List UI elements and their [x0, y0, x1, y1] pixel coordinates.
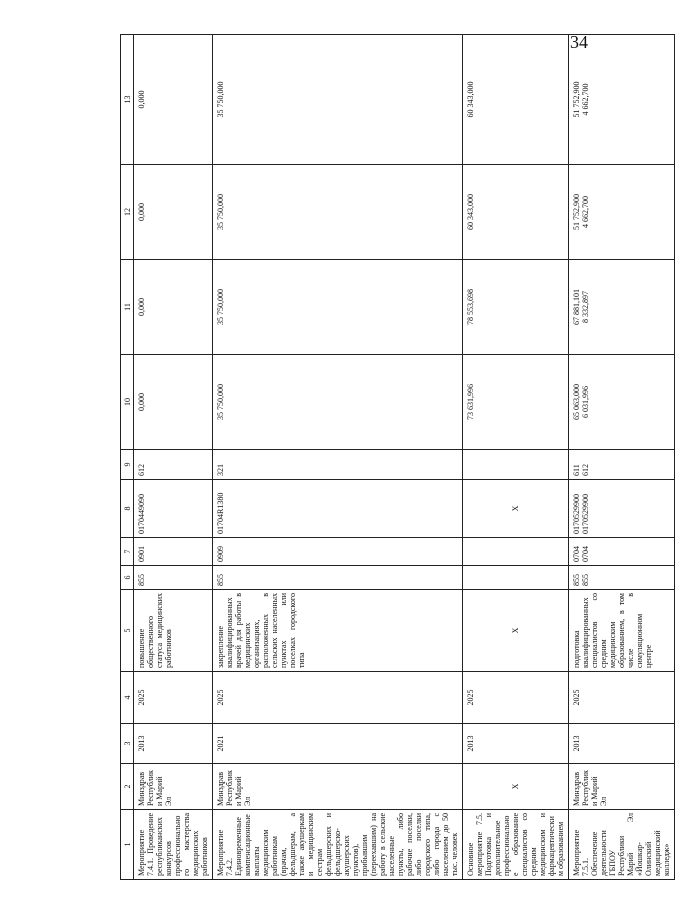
responsible-cell: Минздрав Республики Марий Эл	[213, 764, 463, 810]
page-number: 34	[570, 32, 588, 52]
activity-name-cell: Мероприятие 7.5.1. Обеспечение деятельности ГБПОУ Республики Марий Эл «Йошкар-Олинский медицинский колледж»	[569, 810, 675, 880]
code-cell-7	[569, 538, 675, 566]
code-cell-6-line: 855	[572, 574, 581, 586]
rotated-table-area	[120, 35, 671, 880]
activity-name-cell: Мероприятие 7.4.2. Единовременные компенсационные выплаты медицинским работникам (врачам, фельдшерам, а также акушеркам и медицинским сестрам фельдшерских и фельдшерско-акушерских пунктов), прибывшим (переехавшим) на работу в сельские населенные пункты, либо рабочие поселки, либо поселки городского типа, либо города с населением до 50 тыс. человек	[213, 810, 463, 880]
code-cell-8: 0170449090	[134, 480, 213, 538]
header-cell-11: 11	[121, 260, 134, 355]
amount-cell-12: 35 750,000	[213, 165, 463, 260]
table-row	[213, 35, 463, 880]
header-cell-5: 5	[121, 590, 134, 672]
code-cell-9-line: 611	[572, 464, 581, 476]
amount-cell-13-line: 51 752,900	[572, 81, 581, 118]
responsible-cell: X	[463, 764, 569, 810]
amount-cell-13: 0,000	[134, 35, 213, 165]
code-cell-6: 855	[134, 566, 213, 590]
header-cell-12: 12	[121, 165, 134, 260]
code-cell-9	[569, 450, 675, 480]
amount-cell-11: 0,000	[134, 260, 213, 355]
table-row	[569, 35, 675, 880]
start-year-cell: 2021	[213, 724, 463, 764]
amount-cell-13: 35 750,000	[213, 35, 463, 165]
responsible-cell: Минздрав Республики Марий Эл	[569, 764, 675, 810]
start-year-cell: 2013	[463, 724, 569, 764]
expected-result-cell: закрепление квалифицированных врачей для работы в медицинских организациях, расположенных в сельских населенных пунктах или поселках городского типа	[213, 590, 463, 672]
amount-cell-11	[569, 260, 675, 355]
code-cell-7: 0909	[213, 538, 463, 566]
amount-cell-13-line: 4 662,700	[581, 83, 590, 116]
end-year-cell: 2025	[569, 672, 675, 724]
activity-name-cell: Мероприятие 7.4.1. Проведение республиканских конкурсов профессионального мастерства медицинских работников	[134, 810, 213, 880]
amount-cell-12: 60 343,000	[463, 165, 569, 260]
responsible-cell: Минздрав Республики Марий Эл	[134, 764, 213, 810]
amount-cell-10: 73 631,996	[463, 355, 569, 450]
end-year-cell: 2025	[463, 672, 569, 724]
table-row	[134, 35, 213, 880]
amount-cell-12-line: 4 662,700	[581, 196, 590, 228]
amount-cell-12-line: 51 752,900	[572, 194, 581, 230]
code-cell-8-line: 0170529900	[572, 494, 581, 534]
amount-cell-10-line: 6 031,996	[581, 386, 590, 418]
code-cell-6-line: 855	[581, 574, 590, 586]
budget-table	[120, 34, 675, 880]
header-cell-6: 6	[121, 566, 134, 590]
amount-cell-10-line: 65 063,000	[572, 384, 581, 420]
expected-result-cell: повышение общественного статуса медицинских работников	[134, 590, 213, 672]
header-row	[121, 35, 134, 880]
start-year-cell: 2013	[134, 724, 213, 764]
amount-cell-12: 0,000	[134, 165, 213, 260]
code-cell-6	[463, 566, 569, 590]
amount-cell-11: 78 553,698	[463, 260, 569, 355]
header-cell-9: 9	[121, 450, 134, 480]
header-cell-3: 3	[121, 724, 134, 764]
code-cell-7-line: 0704	[581, 546, 590, 562]
code-cell-9: 612	[134, 450, 213, 480]
amount-cell-13: 60 343,000	[463, 35, 569, 165]
code-cell-8-line: 0170529900	[581, 494, 590, 534]
code-cell-7-line: 0704	[572, 546, 581, 562]
code-cell-9	[463, 450, 569, 480]
code-cell-7	[463, 538, 569, 566]
expected-result-cell: X	[463, 590, 569, 672]
header-cell-13: 13	[121, 35, 134, 165]
amount-cell-11-line: 8 332,897	[581, 291, 590, 323]
amount-cell-10	[569, 355, 675, 450]
end-year-cell: 2025	[213, 672, 463, 724]
amount-cell-10: 35 750,000	[213, 355, 463, 450]
header-cell-1: 1	[121, 810, 134, 880]
code-cell-8	[569, 480, 675, 538]
header-cell-10: 10	[121, 355, 134, 450]
rotated-table-inner	[120, 35, 671, 880]
activity-name-cell: Основное мероприятие 7.5. Подготовка и дополнительное профессиональное образование специалистов со средним медицинским и фармацевтическим образованием	[463, 810, 569, 880]
amount-cell-11-line: 67 881,101	[572, 289, 581, 325]
code-cell-8: 01704R1380	[213, 480, 463, 538]
table-row	[463, 35, 569, 880]
amount-cell-12	[569, 165, 675, 260]
header-cell-7: 7	[121, 538, 134, 566]
code-cell-9-line: 612	[581, 464, 590, 476]
expected-result-cell: подготовка квалифицированных специалистов со средним медицинским образованием, в том числе в симуляционном центре	[569, 590, 675, 672]
amount-cell-13	[569, 35, 675, 165]
code-cell-8: X	[463, 480, 569, 538]
start-year-cell: 2013	[569, 724, 675, 764]
code-cell-7: 0901	[134, 538, 213, 566]
code-cell-6: 855	[213, 566, 463, 590]
header-cell-8: 8	[121, 480, 134, 538]
amount-cell-10: 0,000	[134, 355, 213, 450]
code-cell-6	[569, 566, 675, 590]
header-cell-4: 4	[121, 672, 134, 724]
header-cell-2: 2	[121, 764, 134, 810]
amount-cell-11: 35 750,000	[213, 260, 463, 355]
code-cell-9: 321	[213, 450, 463, 480]
end-year-cell: 2025	[134, 672, 213, 724]
